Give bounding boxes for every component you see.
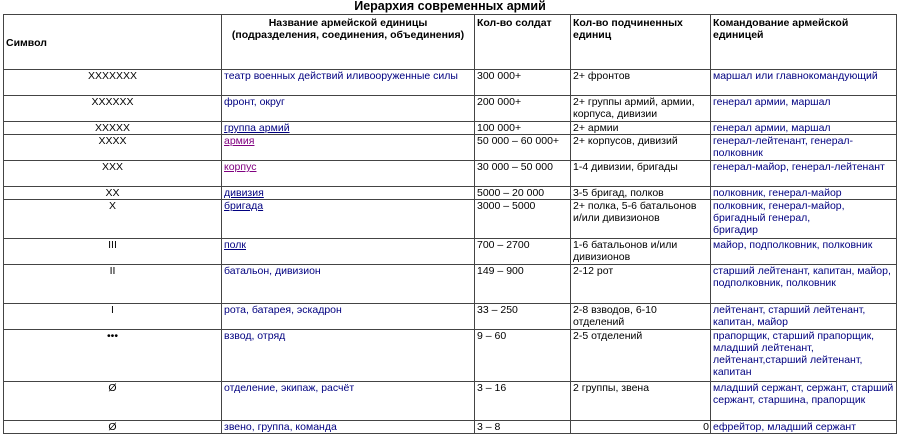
cell-soldiers: 33 – 250	[475, 304, 571, 330]
army-hierarchy-table	[3, 14, 897, 434]
cell-command: старший лейтенант, капитан, майор, подполковник, полковник	[711, 265, 897, 304]
table-row	[4, 304, 897, 330]
cell-command: майор, подполковник, полковник	[711, 239, 897, 265]
header-soldiers: Кол-во солдат	[475, 15, 571, 70]
table-row	[4, 135, 897, 161]
cell-subordinate: 1-4 дивизии, бригады	[571, 161, 711, 187]
link-text[interactable]: полк	[224, 239, 247, 251]
cell-soldiers: 200 000+	[475, 96, 571, 122]
cell-name: рота, батарея, эскадрон	[222, 304, 475, 330]
cell-name-link[interactable]	[222, 161, 475, 187]
cell-soldiers: 149 – 900	[475, 265, 571, 304]
cell-name: звено, группа, команда	[222, 421, 475, 434]
cell-subordinate: 2+ армии	[571, 122, 711, 135]
subordinate-value: 0	[703, 421, 709, 433]
cell-subordinate: 3-5 бригад, полков	[571, 187, 711, 200]
table-row	[4, 265, 897, 304]
cell-name-link[interactable]	[222, 122, 475, 135]
cell-soldiers: 3000 – 5000	[475, 200, 571, 239]
cell-symbol: II	[4, 265, 222, 304]
table-row	[4, 382, 897, 421]
cell-soldiers: 50 000 – 60 000+	[475, 135, 571, 161]
cell-name-link[interactable]	[222, 135, 475, 161]
table-row	[4, 187, 897, 200]
cell-command: генерал армии, маршал	[711, 122, 897, 135]
link-text[interactable]: армия	[224, 135, 255, 147]
cell-soldiers: 9 – 60	[475, 330, 571, 382]
cell-command: генерал армии, маршал	[711, 96, 897, 122]
cell-subordinate: 2+ группы армий, армии, корпуса, дивизии	[571, 96, 711, 122]
cell-name: отделение, экипаж, расчёт	[222, 382, 475, 421]
cell-command: генерал-майор, генерал-лейтенант	[711, 161, 897, 187]
cell-name: батальон, дивизион	[222, 265, 475, 304]
cell-symbol: I	[4, 304, 222, 330]
cell-symbol: III	[4, 239, 222, 265]
cell-soldiers: 30 000 – 50 000	[475, 161, 571, 187]
cell-subordinate: 2 группы, звена	[571, 382, 711, 421]
cell-symbol: XXXXXX	[4, 96, 222, 122]
cell-symbol: XXXX	[4, 135, 222, 161]
cell-subordinate	[571, 421, 711, 434]
cell-subordinate: 2+ полка, 5-6 батальонов и/или дивизионов	[571, 200, 711, 239]
cell-name-link[interactable]	[222, 187, 475, 200]
cell-command: генерал-лейтенант, генерал-полковник	[711, 135, 897, 161]
link-text[interactable]: группа армий	[224, 122, 290, 134]
header-subordinate: Кол-во подчиненных единиц	[571, 15, 711, 70]
cell-subordinate: 2+ фронтов	[571, 70, 711, 96]
header-row	[4, 15, 897, 70]
header-command: Командование армейской единицей	[711, 15, 897, 70]
cell-command: лейтенант, старший лейтенант, капитан, майор	[711, 304, 897, 330]
cell-soldiers: 3 – 16	[475, 382, 571, 421]
cell-symbol: Ø	[4, 421, 222, 434]
cell-symbol: •••	[4, 330, 222, 382]
table-row	[4, 200, 897, 239]
table-row	[4, 421, 897, 434]
table-row	[4, 122, 897, 135]
link-text[interactable]: дивизия	[224, 187, 264, 199]
cell-subordinate: 2-12 рот	[571, 265, 711, 304]
header-symbol: Символ	[4, 15, 222, 70]
cell-soldiers: 3 – 8	[475, 421, 571, 434]
table-row	[4, 70, 897, 96]
table-row	[4, 161, 897, 187]
cell-symbol: XX	[4, 187, 222, 200]
cell-name-link[interactable]	[222, 200, 475, 239]
cell-symbol: XXXXXXX	[4, 70, 222, 96]
cell-command: полковник, генерал-майор	[711, 187, 897, 200]
cell-command: ефрейтор, младший сержант	[711, 421, 897, 434]
table-row	[4, 330, 897, 382]
link-text[interactable]: бригада	[224, 200, 264, 212]
cell-soldiers: 300 000+	[475, 70, 571, 96]
cell-subordinate: 2-8 взводов, 6-10 отделений	[571, 304, 711, 330]
cell-name-link[interactable]	[222, 239, 475, 265]
table-row	[4, 239, 897, 265]
cell-symbol: XXXXX	[4, 122, 222, 135]
page-title: Иерархия современных армий	[354, 0, 546, 13]
cell-command: прапорщик, старший прапорщик, младший лейтенант, лейтенант,старший лейтенант, капитан	[711, 330, 897, 382]
cell-symbol: X	[4, 200, 222, 239]
cell-symbol: XXX	[4, 161, 222, 187]
cell-command: полковник, генерал-майор, бригадный генерал, бригадир	[711, 200, 897, 239]
cell-subordinate: 2+ корпусов, дивизий	[571, 135, 711, 161]
cell-soldiers: 100 000+	[475, 122, 571, 135]
cell-subordinate: 1-6 батальонов и/или дивизионов	[571, 239, 711, 265]
cell-soldiers: 5000 – 20 000	[475, 187, 571, 200]
cell-subordinate: 2-5 отделений	[571, 330, 711, 382]
header-name: Название армейской единицы (подразделения, соединения, объединения)	[222, 15, 475, 70]
cell-soldiers: 700 – 2700	[475, 239, 571, 265]
cell-symbol: Ø	[4, 382, 222, 421]
cell-name: взвод, отряд	[222, 330, 475, 382]
cell-command: маршал или главнокомандующий	[711, 70, 897, 96]
table-row	[4, 96, 897, 122]
cell-name: фронт, округ	[222, 96, 475, 122]
cell-name: театр военных действий иливооруженные силы	[222, 70, 475, 96]
link-text[interactable]: корпус	[224, 161, 257, 173]
cell-command: младший сержант, сержант, старший сержант, старшина, прапорщик	[711, 382, 897, 421]
